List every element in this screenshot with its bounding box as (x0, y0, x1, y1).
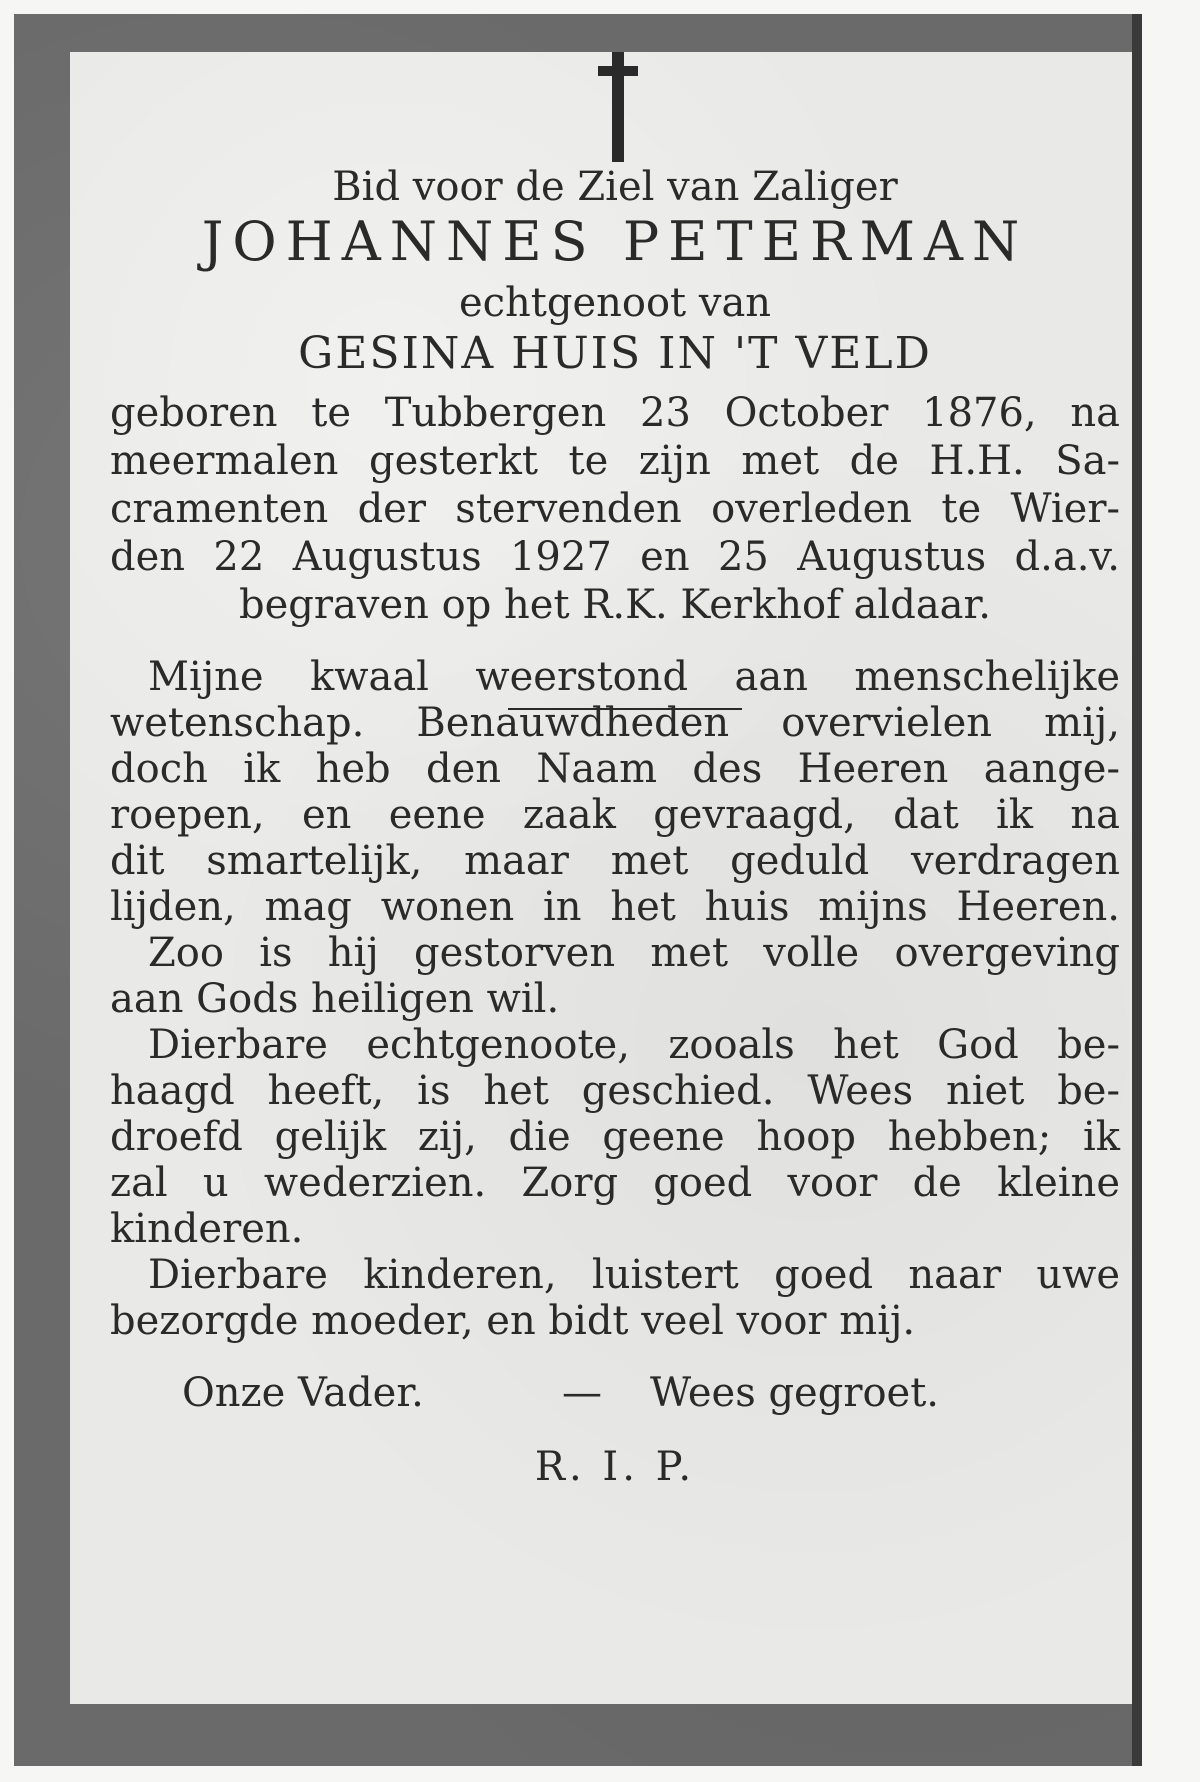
memorial-card (70, 52, 1132, 1704)
bio-line: den 22 Augustus 1927 en 25 Augustus d.a.v. (110, 534, 1120, 580)
bio-line: meermalen gesterkt te zijn met de H.H. Sa- (110, 438, 1120, 484)
text-line: roepen, en eene zaak gevraagd, dat ik na (110, 792, 1120, 838)
rip: R. I. P. (534, 1444, 696, 1490)
text-line: haagd heeft, is het geschied. Wees niet be- (110, 1068, 1120, 1114)
text-line: Mijne kwaal weerstond aan menschelijke (148, 654, 1120, 700)
cross-icon (598, 52, 638, 162)
text-line: droefd gelijk zij, die geene hoop hebben; ik (110, 1114, 1120, 1160)
text-line: Dierbare echtgenoote, zooals het God be- (148, 1022, 1120, 1068)
bio-line: geboren te Tubbergen 23 October 1876, na (110, 390, 1120, 436)
text-line: dit smartelijk, maar met geduld verdragen (110, 838, 1120, 884)
prayer-hail-mary: Wees gegroet. (650, 1370, 939, 1416)
text-line: zal u wederzien. Zorg goed voor de kleine (110, 1160, 1120, 1206)
relation-label: echtgenoot van (458, 280, 772, 326)
text-line: bezorgde moeder, en bidt veel voor mij. (110, 1298, 916, 1344)
text-line: Dierbare kinderen, luistert goed naar uwe (148, 1252, 1120, 1298)
heading: Bid voor de Ziel van Zaliger (332, 164, 898, 210)
spouse-name: GESINA HUIS IN 'T VELD (298, 328, 932, 379)
deceased-name: JOHANNES PETERMAN (201, 210, 1029, 273)
prayer-dash: — (562, 1370, 602, 1416)
prayer-our-father: Onze Vader. (182, 1370, 424, 1416)
bio-line: begraven op het R.K. Kerkhof aldaar. (239, 582, 991, 628)
text-line: Zoo is hij gestorven met volle overgeving (148, 930, 1120, 976)
text-line: wetenschap. Benauwdheden overvielen mij, (110, 700, 1120, 746)
prayers (110, 1370, 1120, 1420)
text-line: aan Gods heiligen wil. (110, 976, 560, 1022)
text-line: lijden, mag wonen in het huis mijns Heeren. (110, 884, 1120, 930)
text-line: kinderen. (110, 1206, 304, 1252)
bio-line: cramenten der stervenden overleden te Wier- (110, 486, 1120, 532)
text-line: doch ik heb den Naam des Heeren aange- (110, 746, 1120, 792)
